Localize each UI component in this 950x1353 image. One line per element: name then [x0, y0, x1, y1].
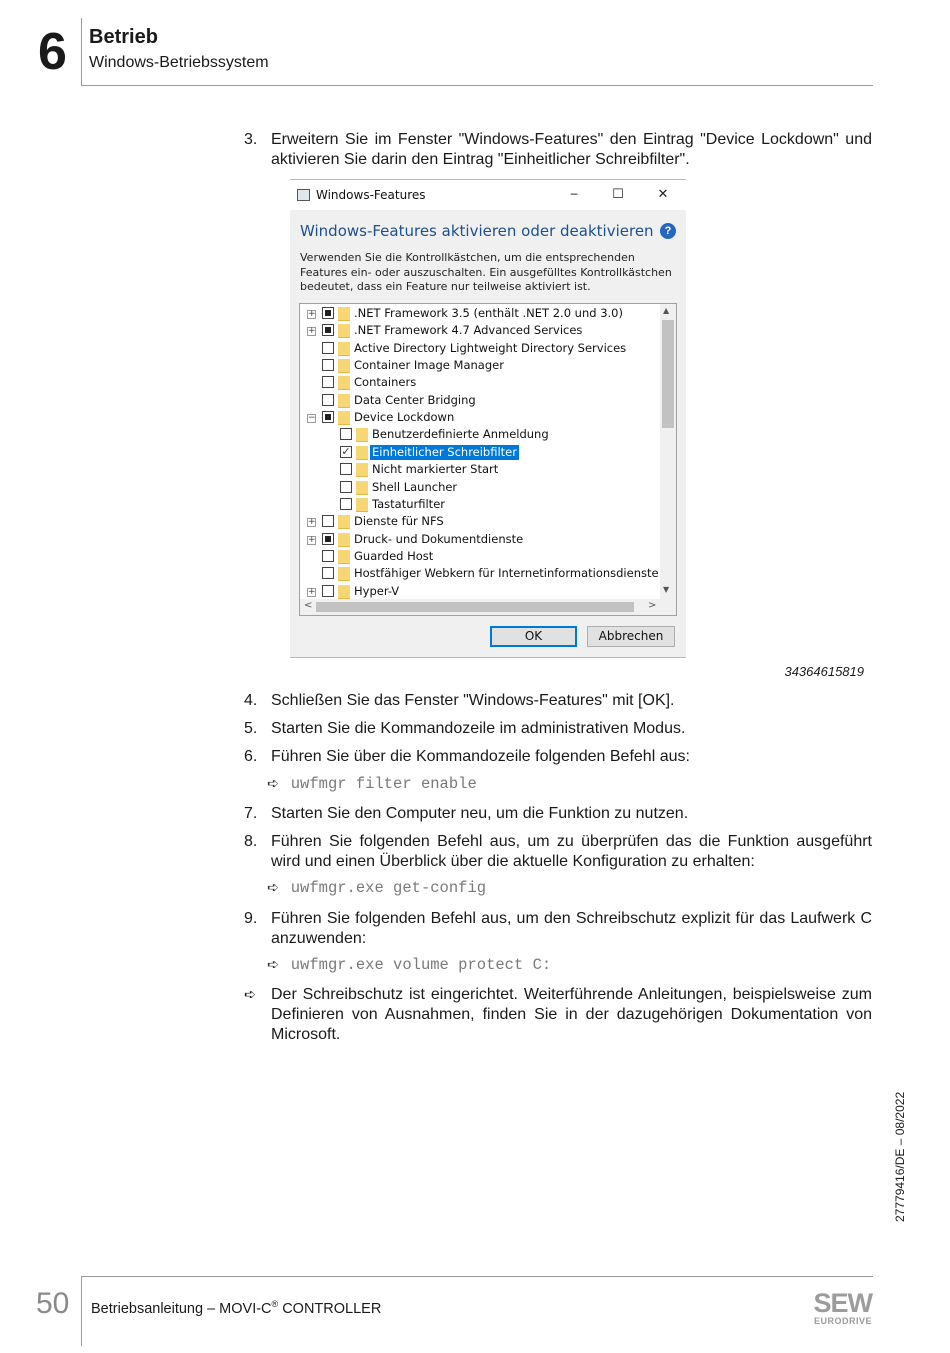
result-arrow-icon: ➪ — [267, 776, 279, 792]
feature-label[interactable]: Druck- und Dokumentdienste — [354, 531, 524, 546]
feature-label[interactable]: Einheitlicher Schreibfilter — [372, 444, 517, 459]
feature-checkbox[interactable] — [322, 585, 334, 597]
feature-checkbox[interactable] — [340, 498, 352, 510]
window-app-icon — [297, 189, 310, 201]
maximize-icon[interactable]: ☐ — [612, 187, 624, 202]
folder-icon — [338, 515, 350, 529]
step-6 — [244, 747, 872, 767]
feature-row[interactable] — [300, 393, 658, 410]
feature-label[interactable]: Hyper-V — [354, 583, 400, 598]
folder-icon — [338, 585, 350, 599]
result-arrow-icon: ➪ — [244, 987, 256, 1003]
logo-sub: EURODRIVE — [813, 1316, 872, 1326]
scroll-right-icon[interactable]: > — [648, 600, 657, 611]
sew-eurodrive-logo — [802, 1290, 872, 1326]
feature-label[interactable]: Hostfähiger Webkern für Internetinformationsdienste — [354, 566, 659, 581]
folder-icon — [338, 411, 350, 425]
step-number: 9. — [244, 910, 258, 927]
document-title — [91, 1299, 381, 1317]
expand-icon[interactable]: + — [308, 309, 316, 319]
feature-label[interactable]: Shell Launcher — [372, 479, 458, 494]
feature-label[interactable]: Guarded Host — [354, 548, 434, 563]
feature-row[interactable] — [300, 514, 658, 531]
feature-row[interactable] — [300, 427, 658, 444]
folder-icon — [356, 428, 368, 442]
step-text: Starten Sie die Kommandozeile im administrativen Modus. — [271, 720, 686, 737]
folder-icon — [338, 376, 350, 390]
feature-row[interactable] — [300, 566, 658, 583]
feature-checkbox[interactable] — [322, 376, 334, 388]
command-text: uwfmgr.exe volume protect C: — [290, 956, 552, 974]
feature-label[interactable]: Nicht markierter Start — [372, 462, 499, 477]
feature-row[interactable] — [300, 306, 658, 323]
step-number: 7. — [244, 805, 258, 822]
footer-rule — [81, 1276, 873, 1277]
feature-checkbox[interactable] — [340, 481, 352, 493]
command-line — [267, 956, 551, 974]
step-7 — [244, 804, 872, 824]
folder-icon — [356, 498, 368, 512]
dialog-heading: Windows-Features aktivieren oder deaktivieren — [300, 222, 654, 240]
result-arrow-icon: ➪ — [267, 880, 279, 896]
scroll-up-icon[interactable]: ▲ — [663, 306, 670, 315]
dialog-titlebar — [290, 180, 686, 210]
page-number: 50 — [36, 1287, 70, 1320]
step-text: Führen Sie über die Kommandozeile folgenden Befehl aus: — [271, 748, 690, 765]
folder-icon — [338, 550, 350, 564]
logo-main: SEW — [813, 1288, 872, 1318]
vertical-scrollbar[interactable] — [660, 304, 676, 599]
command-line — [267, 879, 486, 897]
feature-row[interactable] — [300, 549, 658, 566]
horizontal-scrollbar[interactable] — [300, 599, 676, 615]
windows-features-dialog — [290, 179, 686, 658]
feature-checkbox[interactable]: ✓ — [341, 444, 351, 458]
feature-label[interactable]: .NET Framework 4.7 Advanced Services — [354, 323, 583, 338]
feature-label[interactable]: Benutzerdefinierte Anmeldung — [372, 427, 549, 442]
vertical-scroll-thumb[interactable] — [662, 320, 674, 428]
folder-icon — [338, 342, 350, 356]
folder-icon — [338, 307, 350, 321]
folder-icon — [338, 394, 350, 408]
footer-divider — [81, 1276, 82, 1346]
feature-checkbox[interactable] — [322, 515, 334, 527]
command-text: uwfmgr.exe get-config — [290, 879, 487, 897]
feature-row[interactable] — [300, 410, 658, 427]
folder-icon — [338, 324, 350, 338]
feature-label[interactable]: Active Directory Lightweight Directory Services — [354, 340, 627, 355]
feature-label[interactable]: Container Image Manager — [354, 358, 504, 373]
feature-label[interactable]: Device Lockdown — [354, 410, 455, 425]
step-number: 8. — [244, 833, 258, 850]
feature-checkbox[interactable] — [322, 394, 334, 406]
folder-icon — [356, 446, 368, 460]
expand-icon[interactable]: + — [308, 517, 316, 528]
command-text: uwfmgr filter enable — [290, 775, 477, 793]
step-number: 6. — [244, 748, 258, 765]
feature-row[interactable] — [300, 532, 658, 549]
minimize-icon[interactable]: ─ — [570, 188, 578, 201]
step-4 — [244, 691, 872, 711]
header-rule — [81, 85, 873, 86]
chapter-title: Betrieb — [89, 26, 158, 48]
feature-row[interactable] — [300, 323, 658, 340]
step-number: 3. — [244, 131, 258, 148]
step-text: Erweitern Sie im Fenster "Windows-Features" den Eintrag "Device Lockdown" und aktivieren Sie darin den Eintrag "Einheitlicher Schreibfilter". — [271, 131, 872, 168]
folder-icon — [338, 359, 350, 373]
step-text: Schließen Sie das Fenster "Windows-Features" mit [OK]. — [271, 692, 675, 709]
dialog-window-title: Windows-Features — [316, 188, 426, 202]
expand-icon[interactable]: + — [308, 534, 316, 545]
step-9 — [244, 909, 872, 949]
feature-label[interactable]: Tastaturfilter — [372, 496, 445, 511]
registered-mark: ® — [271, 1299, 279, 1309]
folder-icon — [338, 533, 350, 547]
step-3 — [244, 130, 872, 170]
feature-checkbox[interactable] — [340, 428, 352, 440]
feature-tree[interactable] — [299, 303, 677, 616]
expand-icon[interactable]: + — [308, 586, 316, 597]
scroll-down-icon[interactable]: ▼ — [663, 585, 670, 594]
feature-checkbox[interactable] — [322, 359, 334, 371]
dialog-description: Verwenden Sie die Kontrollkästchen, um die entsprechenden Features ein- oder auszuschalten. Ein ausgefülltes Kontrollkästchen bedeutet, dass ein Feature nur teilweise aktiviert ist. — [300, 251, 672, 293]
expand-icon[interactable]: + — [308, 326, 316, 337]
document-number: 27779416/DE – 08/2022 — [893, 1091, 907, 1222]
folder-icon — [338, 567, 350, 581]
feature-checkbox[interactable] — [340, 463, 352, 475]
result-text: Der Schreibschutz ist eingerichtet. Weiterführende Anleitungen, beispielsweise zum Definieren von Ausnahmen, finden Sie in der dazugehörigen Dokumentation von Microsoft. — [271, 986, 872, 1043]
feature-row[interactable] — [300, 462, 658, 479]
feature-label[interactable]: Containers — [354, 375, 417, 390]
step-text: Führen Sie folgenden Befehl aus, um zu überprüfen das die Funktion ausgeführt wird und einen Überblick über die aktuelle Konfiguration zu erhalten: — [271, 833, 872, 870]
section-subtitle: Windows-Betriebssystem — [89, 54, 269, 71]
command-line — [267, 775, 477, 793]
ok-button[interactable]: OK — [490, 626, 577, 647]
document-title-suffix: CONTROLLER — [278, 1300, 382, 1317]
close-icon[interactable]: ✕ — [657, 187, 669, 202]
help-icon[interactable]: ? — [660, 223, 676, 239]
cancel-button[interactable]: Abbrechen — [587, 626, 675, 647]
step-8 — [244, 832, 872, 872]
result-arrow-icon: ➪ — [267, 957, 279, 973]
feature-checkbox[interactable] — [322, 533, 334, 545]
feature-row[interactable] — [300, 375, 658, 392]
feature-checkbox[interactable] — [322, 342, 334, 354]
feature-row[interactable] — [300, 497, 658, 514]
step-number: 5. — [244, 720, 258, 737]
feature-checkbox[interactable] — [322, 324, 334, 336]
step-5 — [244, 719, 872, 739]
feature-row[interactable] — [300, 480, 658, 497]
collapse-icon[interactable]: − — [308, 413, 316, 424]
step-text: Führen Sie folgenden Befehl aus, um den Schreibschutz explizit für das Laufwerk C anzuwenden: — [271, 910, 872, 947]
folder-icon — [356, 463, 368, 477]
feature-row[interactable] — [300, 445, 658, 462]
horizontal-scroll-thumb[interactable] — [316, 602, 634, 612]
step-number: 4. — [244, 692, 258, 709]
feature-checkbox[interactable] — [322, 550, 334, 562]
figure-id: 34364615819 — [784, 664, 864, 679]
feature-label[interactable]: Dienste für NFS — [354, 514, 444, 529]
chapter-number: 6 — [38, 23, 67, 81]
result-paragraph — [244, 985, 872, 1045]
feature-checkbox[interactable] — [322, 567, 334, 579]
feature-label[interactable]: Data Center Bridging — [354, 392, 476, 407]
feature-checkbox[interactable] — [322, 411, 334, 423]
feature-row[interactable] — [300, 341, 658, 358]
feature-row[interactable] — [300, 358, 658, 375]
feature-label[interactable]: .NET Framework 3.5 (enthält .NET 2.0 und 3.0) — [354, 306, 623, 320]
scroll-left-icon[interactable]: < — [304, 600, 313, 611]
feature-checkbox[interactable] — [322, 307, 334, 319]
document-title-prefix: Betriebsanleitung – MOVI-C — [91, 1300, 272, 1317]
step-text: Starten Sie den Computer neu, um die Funktion zu nutzen. — [271, 805, 689, 822]
folder-icon — [356, 481, 368, 495]
header-divider — [81, 18, 82, 86]
